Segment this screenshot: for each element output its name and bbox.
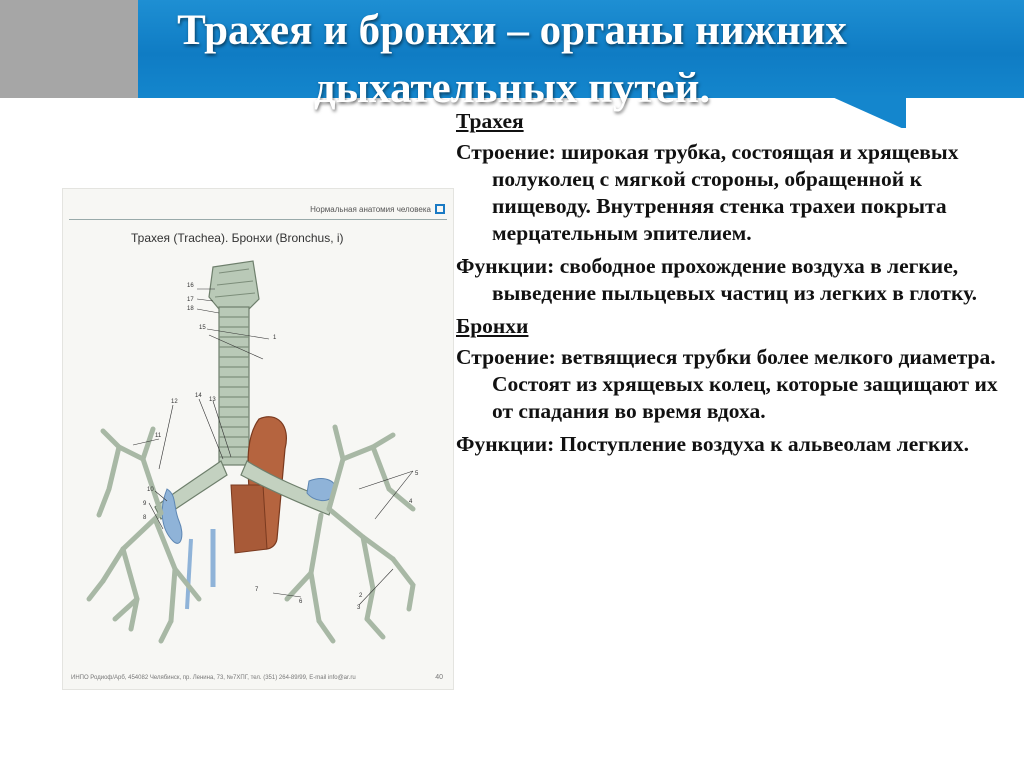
label-7: 7 — [255, 587, 259, 593]
label-12: 12 — [171, 399, 178, 405]
label-10: 10 — [147, 487, 154, 493]
label-5: 5 — [415, 471, 419, 477]
slide-title: Трахея и бронхи – органы нижних дыхательных путей. — [177, 7, 847, 112]
figure-page-number: 40 — [435, 674, 443, 681]
bronchi-functions: Функции: Поступление воздуха к альвеолам легких. — [456, 432, 969, 456]
label-18: 18 — [187, 306, 194, 312]
left-bronchial-tree — [89, 429, 199, 641]
heading-bronchi: Бронхи — [456, 314, 529, 338]
label-13: 13 — [209, 397, 216, 403]
trachea-functions: Функции: свободное прохождение воздуха в легкие, выведение пыльцевых частиц из легких в глотку. — [456, 254, 978, 305]
figure-title: Трахея (Trachea). Бронхи (Bronchus, i) — [131, 231, 344, 245]
content-text — [456, 108, 1016, 464]
right-bronchial-tree — [287, 427, 413, 641]
label-1: 1 — [273, 335, 277, 341]
figure-header: Нормальная анатомия человека — [310, 205, 431, 214]
trachea-structure: Строение: широкая трубка, состоящая и хрящевых полуколец с мягкой стороны, обращенной к пищеводу. Внутренняя стенка трахеи покрыта мерцательным эпителием. — [456, 140, 959, 245]
trachea-bronchi-illustration — [63, 189, 455, 691]
heading-trachea: Трахея — [456, 109, 524, 133]
label-11: 11 — [155, 433, 162, 439]
anatomy-figure — [62, 188, 454, 690]
esophagus-lower — [231, 485, 267, 553]
label-4: 4 — [409, 499, 413, 505]
label-9: 9 — [143, 501, 147, 507]
figure-footer: ИНПО Родиоф/Арб, 454082 Челябинск, пр. Ленина, 73, №7ХПГ, тел. (351) 264-89/99, E-mail info@ar.ru — [71, 675, 356, 681]
trachea-tube — [219, 307, 249, 465]
larynx — [209, 261, 259, 309]
label-14: 14 — [195, 393, 202, 399]
label-16: 16 — [187, 283, 194, 289]
label-8: 8 — [143, 515, 147, 521]
label-15: 15 — [199, 325, 206, 331]
label-17: 17 — [187, 297, 194, 303]
bronchi-structure: Строение: ветвящиеся трубки более мелкого диаметра. Состоят из хрящевых колец, которые защищают их от спадания во время вдоха. — [456, 345, 998, 423]
label-2: 2 — [359, 593, 363, 599]
label-6: 6 — [299, 599, 303, 605]
label-3: 3 — [357, 605, 361, 611]
